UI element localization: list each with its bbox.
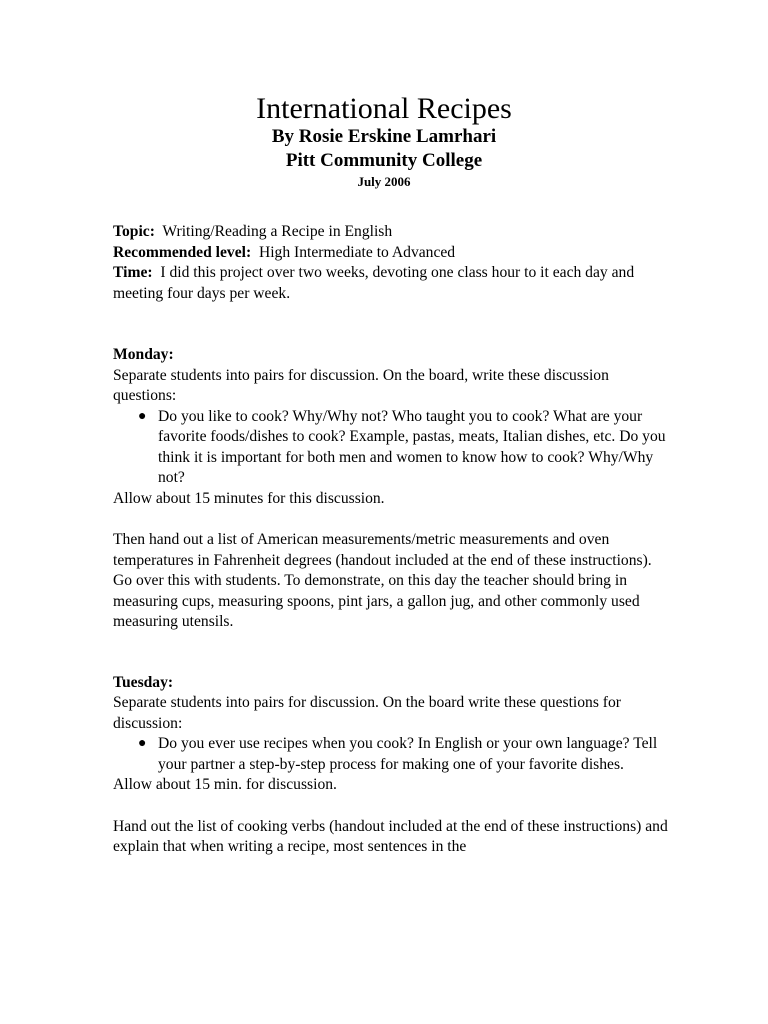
author-line: By Rosie Erskine Lamrhari	[271, 126, 497, 147]
bullet-icon: ●	[138, 736, 147, 751]
time-label: Time:	[113, 264, 153, 281]
document-body	[113, 222, 673, 858]
document-title: International Recipes	[256, 92, 512, 125]
time-value: I did this project over two weeks, devoting one class hour to it each day and meeting four days per week.	[113, 264, 635, 302]
tuesday-allow-time: Allow about 15 min. for discussion.	[113, 776, 337, 793]
tuesday-heading: Tuesday:	[113, 673, 174, 691]
topic-label: Topic:	[113, 223, 155, 240]
tuesday-question: Do you ever use recipes when you cook? In English or your own language? Tell your partner a step-by-step process for making one of your favorite dishes.	[158, 735, 658, 773]
bullet-icon: ●	[138, 408, 147, 424]
level-line	[113, 243, 673, 264]
monday-heading: Monday:	[113, 346, 174, 363]
tuesday-question-list	[113, 734, 673, 775]
topic-value: Writing/Reading a Recipe in English	[162, 223, 393, 240]
level-label: Recommended level:	[113, 243, 252, 261]
tuesday-intro: Separate students into pairs for discussion. On the board write these questions for discussion:	[113, 694, 621, 732]
list-item	[113, 734, 673, 775]
monday-allow-time: Allow about 15 minutes for this discussion.	[113, 489, 385, 507]
level-value: High Intermediate to Advanced	[258, 243, 456, 261]
monday-question-list	[113, 407, 673, 489]
tuesday-paragraph: Hand out the list of cooking verbs (handout included at the end of these instructions) and explain that when writing a recipe, most sentences in the	[113, 817, 668, 855]
monday-intro: Separate students into pairs for discussion. On the board, write these discussion questions:	[113, 366, 609, 404]
list-item	[113, 407, 673, 489]
topic-line	[113, 222, 673, 243]
institution-line: Pitt Community College	[285, 150, 483, 171]
monday-question: Do you like to cook? Why/Why not? Who taught you to cook? What are your favorite foods/dishes to cook? Example, pastas, meats, Italian dishes, etc. Do you think it is important for both men and women to know how to cook? Why/Why not?	[158, 407, 666, 486]
date-line: July 2006	[357, 174, 411, 189]
time-line	[113, 263, 673, 304]
monday-paragraph: Then hand out a list of American measurements/metric measurements and oven temperatures in Fahrenheit degrees (handout included at the end of these instructions). Go over this with students. To demonstrate, on this day the teacher should bring in measuring cups, measuring spoons, pint jars, a gallon jug, and other commonly used measuring utensils.	[113, 531, 652, 630]
